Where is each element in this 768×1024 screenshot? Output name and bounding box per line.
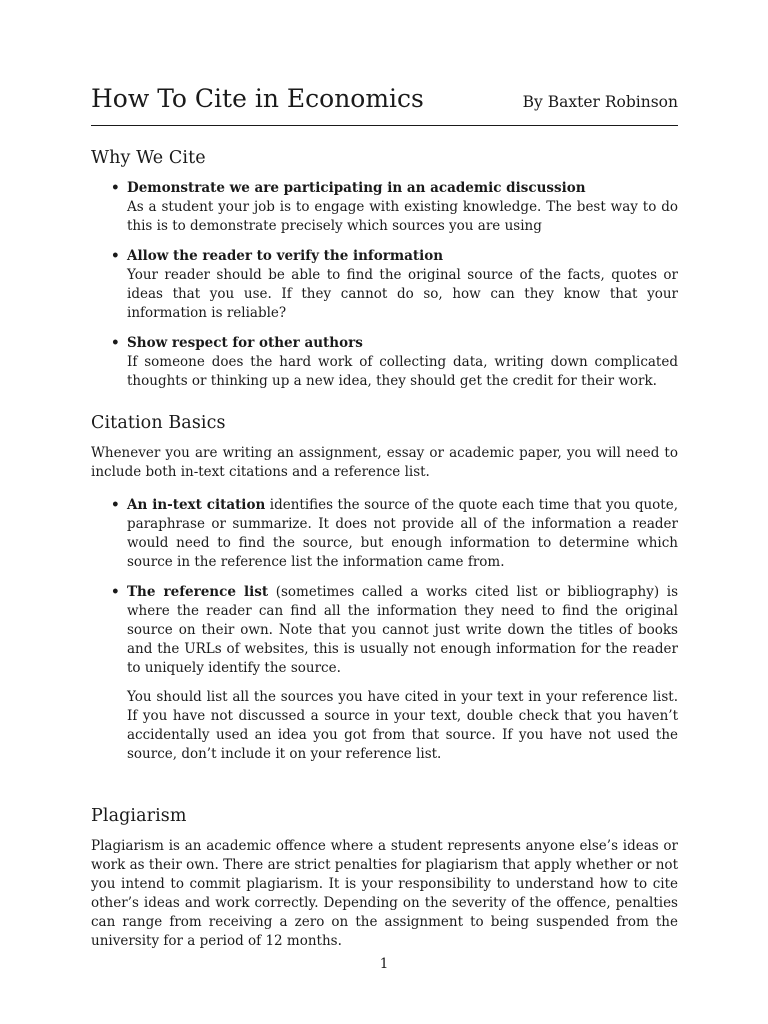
item-text: identifies the source of the quote each time that you quote, paraphrase or summarize. It does not provide all of the information a reader would need to find the source, but enough information to determine which source in the reference list the information came from.: [127, 497, 678, 570]
section-plagiarism: [91, 806, 678, 951]
bullet-icon: •: [111, 248, 120, 264]
document-title: How To Cite in Economics: [91, 84, 424, 113]
item-title: Show respect for other authors: [127, 335, 363, 351]
list-item: [91, 247, 678, 323]
item-title: Demonstrate we are participating in an academic discussion: [127, 180, 586, 196]
section-citation-basics: [91, 413, 678, 764]
item-extra-paragraph: You should list all the sources you have cited in your text in your reference list. If you have not discussed a source in your text, double check that you haven’t accidentally used an idea you got from that source. If you have not used the source, don’t include it on your reference list.: [127, 689, 678, 762]
list-item: [91, 334, 678, 391]
bullet-list: [91, 179, 678, 391]
bullet-icon: •: [111, 335, 120, 351]
bullet-icon: •: [111, 497, 120, 513]
item-text: Your reader should be able to find the original source of the facts, quotes or ideas that you use. If they cannot do so, how can they know that your information is reliable?: [127, 267, 678, 321]
document-page: [91, 84, 678, 951]
section-heading: Plagiarism: [91, 806, 187, 826]
section-heading: Citation Basics: [91, 413, 226, 433]
item-term: The reference list: [127, 584, 269, 600]
list-item: [91, 583, 678, 764]
plagiarism-paragraph: Plagiarism is an academic offence where a student represents anyone else’s ideas or work as their own. There are strict penalties for plagiarism that apply whether or not you intend to commit plagiarism. It is your responsibility to understand how to cite other’s ideas and work correctly. Depending on the severity of the offence, penalties can range from receiving a zero on the assignment to being suspended from the university for a period of 12 months.: [91, 838, 678, 949]
item-text: (sometimes called a works cited list or bibliography) is where the reader can find all the information they need to find the original source on their own. Note that you cannot just write down the titles of books and the URLs of websites, this is usually not enough information for the reader to uniquely identify the source.: [127, 584, 678, 676]
item-text: If someone does the hard work of collecting data, writing down complicated thoughts or thinking up a new idea, they should get the credit for their work.: [127, 354, 678, 389]
document-header: [91, 84, 678, 126]
section-why-we-cite: [91, 148, 678, 391]
section-heading: Why We Cite: [91, 148, 206, 168]
document-author: By Baxter Robinson: [522, 93, 678, 111]
bullet-list: [91, 496, 678, 764]
item-text: As a student your job is to engage with existing knowledge. The best way to do this is to demonstrate precisely which sources you are using: [127, 199, 678, 234]
bullet-icon: •: [111, 180, 120, 196]
list-item: [91, 179, 678, 236]
item-term: An in-text citation: [127, 497, 266, 513]
page-number: 1: [379, 956, 389, 972]
item-title: Allow the reader to verify the information: [127, 248, 444, 264]
bullet-icon: •: [111, 584, 120, 600]
list-item: [91, 496, 678, 572]
section-intro: Whenever you are writing an assignment, essay or academic paper, you will need to include both in-text citations and a reference list.: [91, 445, 678, 480]
